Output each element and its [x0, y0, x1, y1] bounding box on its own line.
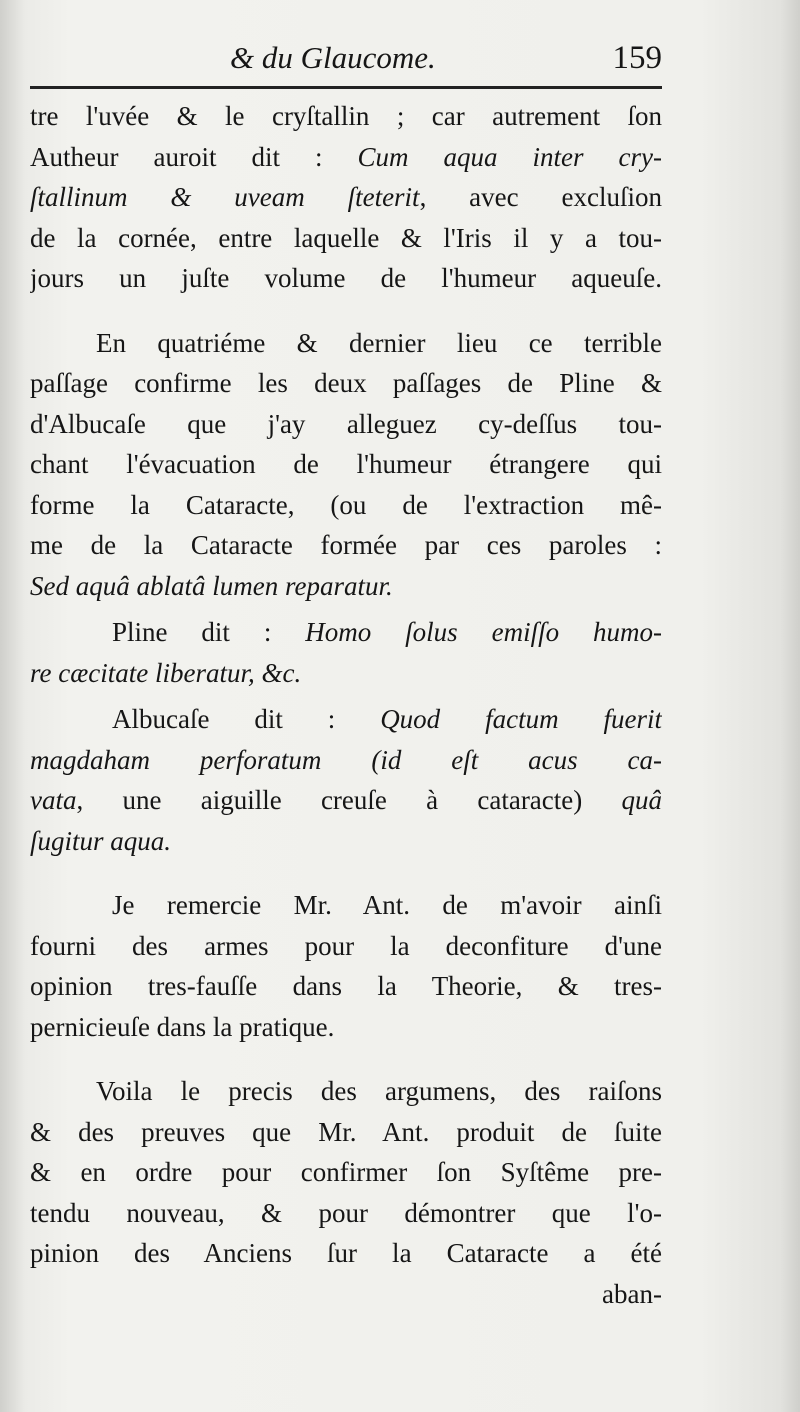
latin-quote: quâ — [621, 785, 662, 815]
text-line — [30, 612, 662, 653]
latin-quote: ſugitur aqua. — [30, 825, 172, 856]
text-line: Voila le precis des argumens, des raiſons — [96, 1076, 662, 1106]
catchword: aban- — [602, 1278, 662, 1309]
paragraph-gap — [30, 299, 662, 323]
text-span: Autheur auroit dit : — [30, 141, 358, 172]
text-line — [30, 653, 662, 694]
text-line: tre l'uvée & le cryſtallin ; car autrement ſon — [30, 101, 662, 131]
latin-quote: re cæcitate liberatur, &c. — [30, 657, 302, 688]
text-line — [30, 177, 662, 218]
header-rule — [30, 86, 662, 89]
running-head: & du Glaucome. — [230, 40, 436, 75]
latin-quote: (id eſt acus ca- — [371, 744, 662, 775]
latin-quote: magdaham perforatum — [30, 744, 322, 775]
page-header — [30, 36, 662, 80]
text-line: chant l'évacuation de l'humeur étrangere qui — [30, 449, 662, 479]
paragraph-gap — [30, 861, 662, 885]
text-line — [30, 566, 662, 607]
text-line — [30, 740, 662, 781]
text-line: forme la Cataracte, (ou de l'extraction mê- — [30, 489, 662, 520]
text-line: paſſage confirme les deux paſſages de Pline & — [30, 368, 662, 398]
text-span: Pline dit : — [112, 617, 306, 647]
text-line: pernicieuſe dans la pratique. — [30, 1011, 335, 1042]
text-line — [30, 699, 662, 740]
latin-quote: Quod factum fuerit — [380, 704, 662, 734]
text-line: fourni des armes pour la deconfiture d'une — [30, 930, 662, 961]
text-line — [30, 780, 662, 821]
text-line — [30, 821, 662, 862]
page-number: 159 — [612, 40, 662, 76]
text-line: d'Albucaſe que j'ay alleguez cy-deſſus tou- — [30, 408, 662, 439]
latin-quote: ſtallinum & uveam ſteterit — [30, 182, 420, 212]
text-span: , une aiguille creuſe à cataracte) — [76, 785, 622, 815]
latin-quote: Homo ſolus emiſſo humo- — [305, 617, 662, 647]
text-line: Je remercie Mr. Ant. de m'avoir ainſi — [112, 890, 662, 920]
body-text — [30, 96, 662, 1314]
text-line: me de la Cataracte formée par ces paroles : — [30, 530, 662, 560]
text-line: & en ordre pour confirmer ſon Syſtême pre- — [30, 1157, 662, 1187]
text-line: jours un juſte volume de l'humeur aqueuſe. — [30, 263, 662, 293]
text-line: pinion des Anciens ſur la Cataracte a été — [30, 1238, 662, 1268]
latin-quote: Cum aqua inter cry- — [357, 141, 662, 172]
latin-quote: Sed aquâ ablatâ lumen reparatur. — [30, 570, 393, 601]
text-line: tendu nouveau, & pour démontrer que l'o- — [30, 1197, 662, 1228]
text-line: opinion tres-fauſſe dans la Theorie, & tres- — [30, 971, 662, 1001]
text-line: En quatriéme & dernier lieu ce terrible — [96, 327, 662, 358]
text-line: & des preuves que Mr. Ant. produit de ſuite — [30, 1116, 662, 1147]
text-span: Albucaſe dit : — [112, 704, 381, 734]
latin-quote: vata — [30, 785, 77, 815]
text-line: de la cornée, entre laquelle & l'Iris il y a tou- — [30, 222, 662, 253]
paragraph-gap — [30, 1047, 662, 1071]
text-line — [30, 137, 662, 178]
text-span: , avec excluſion — [419, 182, 662, 212]
